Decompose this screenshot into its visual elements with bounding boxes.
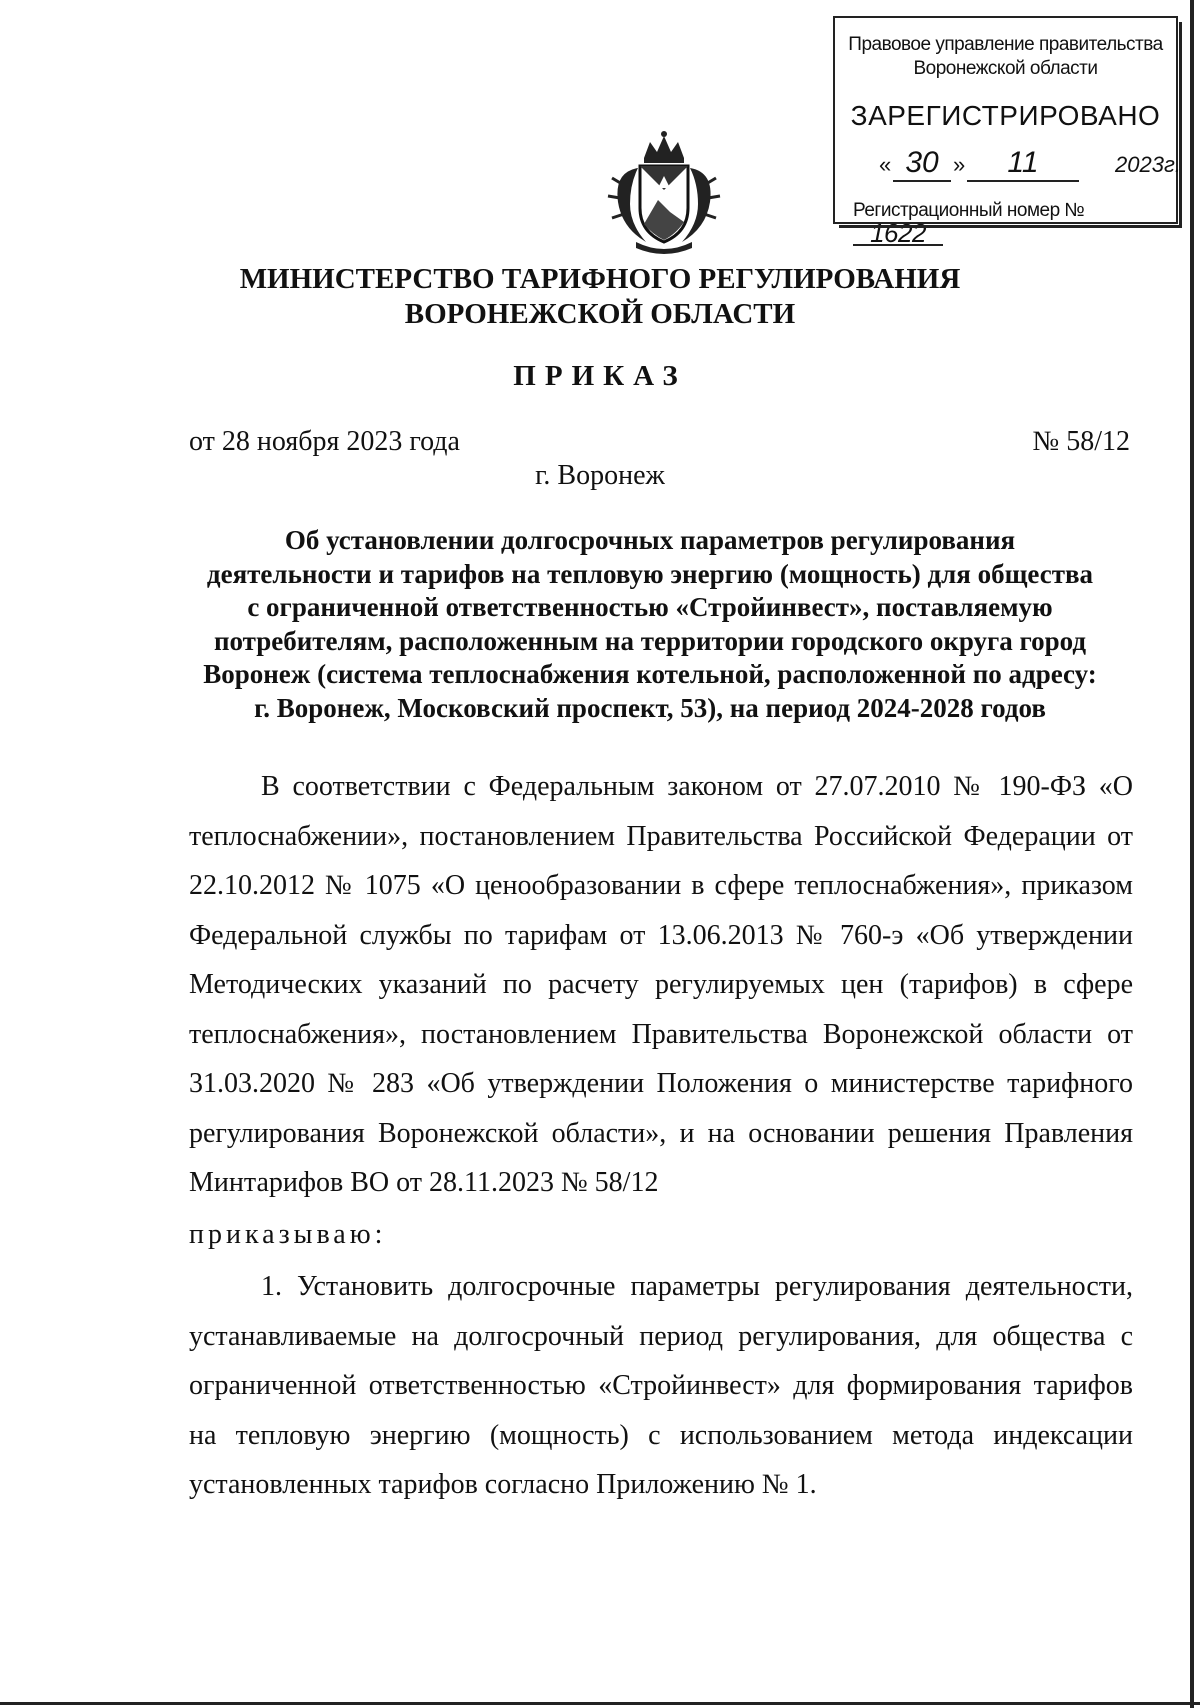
stamp-date-close-quote: » [953, 152, 966, 177]
stamp-date-day: 30 [893, 146, 951, 182]
coat-of-arms-icon [600, 128, 728, 256]
document-date: от 28 ноября 2023 года [189, 426, 460, 457]
document-type: ПРИКАЗ [513, 360, 687, 392]
stamp-date-year: 2023г. [1115, 152, 1181, 177]
stamp-authority-line1: Правовое управление правительства [848, 34, 1163, 55]
ministry-name-line1: МИНИСТЕРСТВО ТАРИФНОГО РЕГУЛИРОВАНИЯ [239, 263, 961, 295]
preamble-text: В соответствии с Федеральным законом от 27.07.2010 № 190-ФЗ «О теплоснабжении», постановлением Правительства Российской Федерации от 22.10.2012 № 1075 «О ценообразовании в сфере теплоснабжения», приказом Федеральной службы по тарифам от 13.06.2013 № 760-э «Об утверждении Методических указаний по расчету регулируемых цен (тарифов) в сфере теплоснабжения», постановлением Правительства Воронежской области от 31.03.2020 № 283 «Об утверждении Положения о министерстве тарифного регулирования Воронежской области», и на основании решения Правления Минтарифов ВО от 28.11.2023 № 58/12 [189, 771, 1133, 1198]
orders-word: приказываю: [189, 1219, 387, 1250]
page-bottom-edge [0, 1702, 1200, 1705]
document-number: № 58/12 [1032, 426, 1130, 457]
page-right-edge [1190, 0, 1194, 1708]
item-1-paragraph [189, 1262, 1133, 1510]
item-1-text: 1. Установить долгосрочные параметры регулирования деятельности, устанавливаемые на долгосрочный период регулирования, для общества с ограниченной ответственностью «Стройинвест» для формирования тарифов на тепловую энергию (мощность) с использованием метода индексации установленных тарифов согласно Приложению № 1. [189, 1271, 1133, 1500]
subject-line: потребителям, расположенным на территории городского округа город [213, 625, 1087, 656]
registration-stamp [833, 16, 1181, 248]
stamp-authority-line2: Воронежской области [913, 58, 1098, 79]
subject-line: Воронеж (система теплоснабжения котельной, расположенной по адресу: [203, 659, 1097, 689]
stamp-date-open-quote: « [879, 152, 892, 177]
subject-line: с ограниченной ответственностью «Стройинвест», поставляемую [247, 592, 1053, 622]
stamp-registration-number [853, 200, 1173, 248]
preamble-paragraph [189, 762, 1133, 1208]
stamp-date-month: 11 [967, 146, 1079, 182]
subject-line: деятельности и тарифов на тепловую энергию (мощность) для общества [206, 558, 1094, 589]
stamp-regnum-label: Регистрационный номер № [853, 200, 1085, 221]
ministry-name [0, 262, 1200, 332]
ministry-name-line2: ВОРОНЕЖСКОЙ ОБЛАСТИ [404, 298, 796, 330]
stamp-date [871, 146, 1181, 184]
stamp-registered-label: ЗАРЕГИСТРИРОВАНО [850, 100, 1161, 131]
document-city: г. Воронеж [535, 460, 665, 491]
stamp-regnum-value: 1622 [853, 222, 943, 246]
subject-line: г. Воронеж, Московский проспект, 53), на период 2024-2028 годов [254, 692, 1046, 723]
document-subject [170, 524, 1130, 725]
subject-line: Об установлении долгосрочных параметров регулирования [284, 525, 1016, 555]
